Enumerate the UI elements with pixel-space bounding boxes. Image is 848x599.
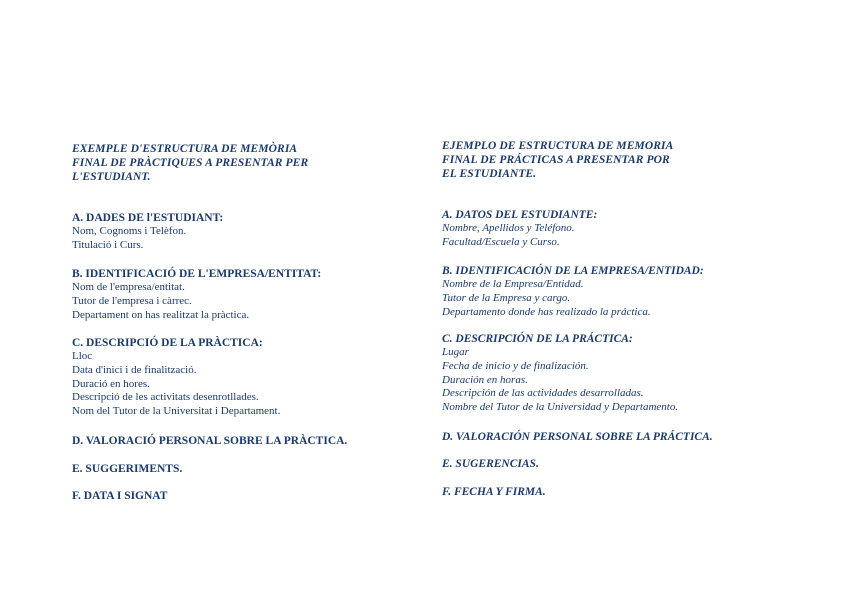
section-suggestions — [442, 457, 802, 471]
section-lines — [72, 350, 432, 419]
section-heading: C. DESCRIPCIÓ DE LA PRÀCTICA: — [72, 337, 263, 349]
section-company-identification — [72, 267, 432, 322]
section-line: Nom, Cognoms i Telèfon. — [72, 225, 187, 237]
title-line: EL ESTUDIANTE. — [442, 168, 537, 180]
section-heading: E. SUGERENCIAS. — [442, 458, 539, 470]
section-student-data — [72, 211, 432, 253]
section-lines — [442, 278, 802, 319]
section-heading: C. DESCRIPCIÓN DE LA PRÁCTICA: — [442, 333, 633, 345]
section-heading: B. IDENTIFICACIÓ DE L'EMPRESA/ENTITAT: — [72, 268, 322, 280]
section-practice-description — [442, 332, 802, 415]
section-lines — [442, 346, 802, 415]
section-line: Nom de l'empresa/entitat. — [72, 281, 185, 293]
title-line: FINAL DE PRÀCTIQUES A PRESENTAR PER — [72, 157, 309, 169]
section-date-signature — [72, 489, 432, 503]
section-line: Nombre, Apellidos y Teléfono. — [442, 222, 575, 234]
section-company-identification — [442, 264, 802, 319]
catalan-title — [72, 142, 308, 184]
spanish-title — [442, 139, 673, 181]
section-personal-evaluation — [72, 434, 432, 448]
section-line: Facultad/Escuela y Curso. — [442, 235, 560, 248]
section-line: Fecha de inicio y de finalización. — [442, 359, 589, 372]
section-line: Tutor de la Empresa y cargo. — [442, 291, 571, 304]
title-line: EJEMPLO DE ESTRUCTURA DE MEMORIA — [442, 140, 674, 152]
section-line: Data d'inici i de finalització. — [72, 363, 197, 376]
title-line: EXEMPLE D'ESTRUCTURA DE MEMÒRIA — [72, 143, 298, 155]
section-personal-evaluation — [442, 430, 802, 444]
section-heading: D. VALORACIÓN PERSONAL SOBRE LA PRÁCTICA. — [442, 431, 713, 443]
section-lines — [72, 281, 432, 322]
section-line: Lloc — [72, 350, 93, 362]
section-line: Duració en hores. — [72, 377, 150, 390]
section-heading: F. DATA I SIGNAT — [72, 490, 168, 502]
section-suggestions — [72, 462, 432, 476]
section-line: Nombre del Tutor de la Universidad y Departamento. — [442, 401, 679, 414]
section-student-data — [442, 208, 802, 250]
section-line: Departamento donde has realizado la práctica. — [442, 305, 651, 318]
section-practice-description — [72, 336, 432, 419]
section-line: Nom del Tutor de la Universitat i Departament. — [72, 405, 281, 418]
section-line: Descripción de las actividades desarrolladas. — [442, 387, 644, 400]
section-lines — [72, 225, 432, 253]
title-line: L'ESTUDIANT. — [72, 171, 151, 183]
section-line: Tutor de l'empresa i càrrec. — [72, 294, 192, 307]
section-line: Lugar — [442, 346, 469, 358]
section-heading: F. FECHA Y FIRMA. — [442, 486, 546, 498]
section-heading: E. SUGGERIMENTS. — [72, 463, 183, 475]
section-heading: B. IDENTIFICACIÓN DE LA EMPRESA/ENTIDAD: — [442, 265, 704, 277]
section-date-signature — [442, 485, 802, 499]
section-line: Departament on has realitzat la pràctica. — [72, 308, 250, 321]
section-line: Nombre de la Empresa/Entidad. — [442, 278, 584, 290]
section-heading: A. DADES DE l'ESTUDIANT: — [72, 212, 224, 224]
section-line: Titulació i Curs. — [72, 238, 144, 251]
section-heading: D. VALORACIÓ PERSONAL SOBRE LA PRÀCTICA. — [72, 435, 348, 447]
section-line: Duración en horas. — [442, 373, 528, 386]
section-lines — [442, 222, 802, 250]
section-heading: A. DATOS DEL ESTUDIANTE: — [442, 209, 598, 221]
section-line: Descripció de les activitats desenrotllades. — [72, 391, 259, 404]
title-line: FINAL DE PRÁCTICAS A PRESENTAR POR — [442, 154, 670, 166]
